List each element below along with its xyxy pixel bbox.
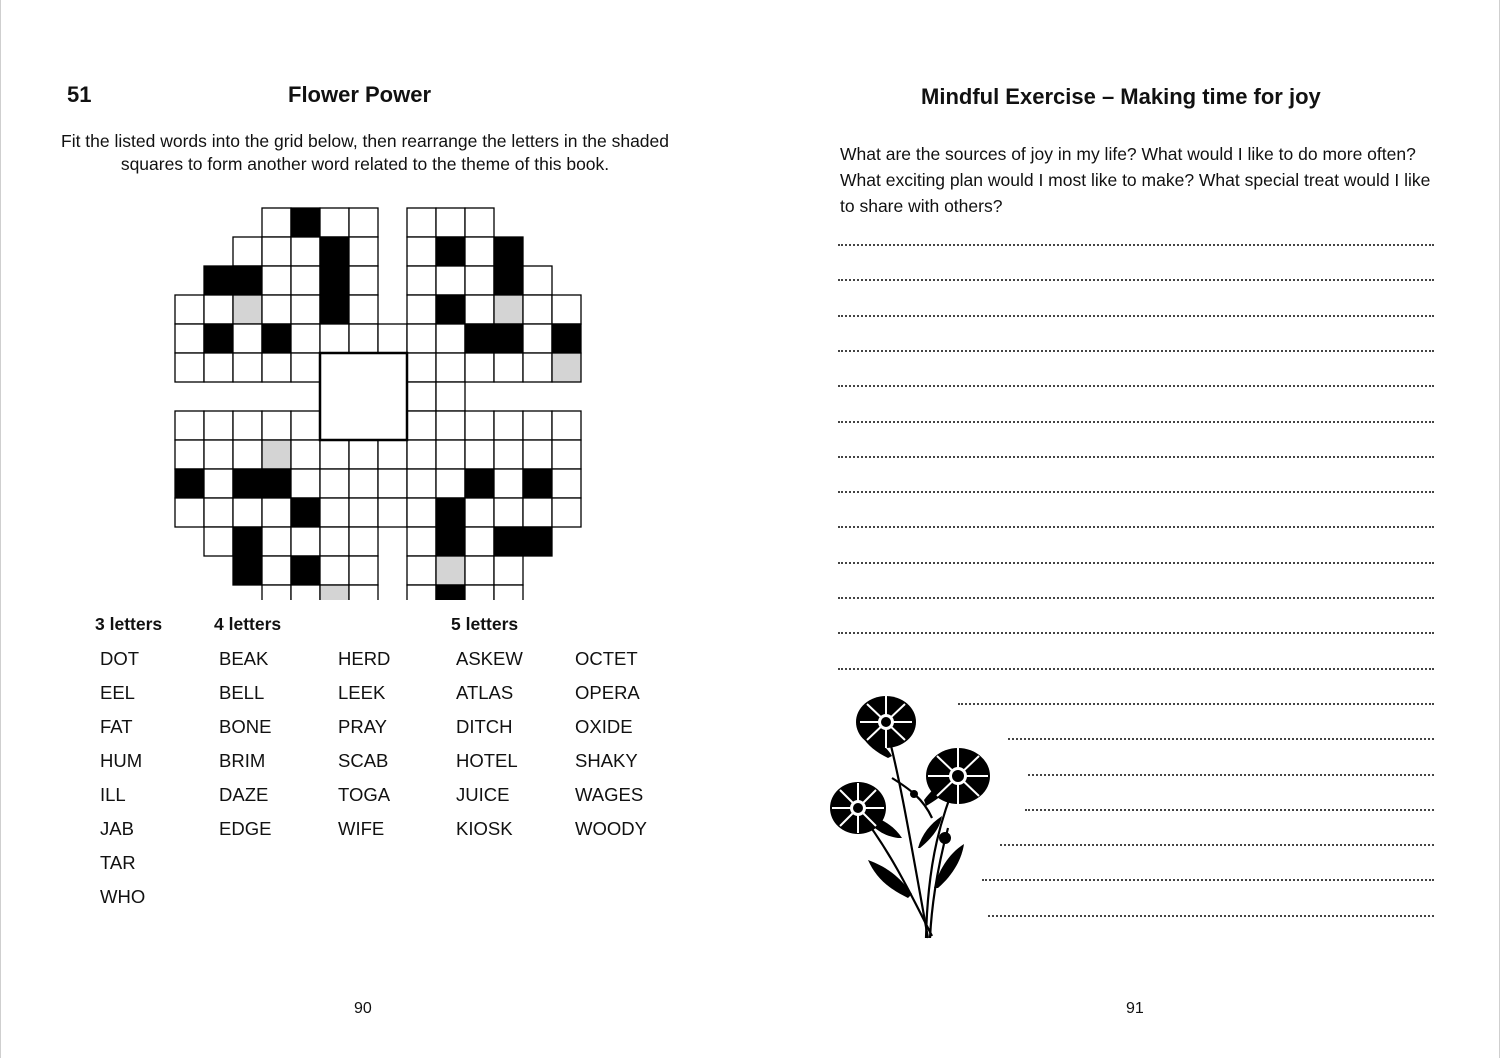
word-list-item: BELL <box>219 682 265 703</box>
grid-cell[interactable] <box>523 498 552 527</box>
writing-line[interactable] <box>838 350 1434 352</box>
grid-cell[interactable] <box>204 527 233 556</box>
grid-cell-shaded[interactable] <box>552 353 581 382</box>
word-list-item: WAGES <box>575 784 644 805</box>
grid-cell[interactable] <box>175 353 204 382</box>
word-column-4-letters-a <box>219 646 271 850</box>
heading-3-letters: 3 letters <box>95 614 163 634</box>
grid-cell-black <box>175 469 204 498</box>
grid-cell[interactable] <box>291 411 320 440</box>
grid-cell[interactable] <box>523 324 552 353</box>
grid-cell[interactable] <box>407 382 436 411</box>
word-list-item: WHO <box>100 886 146 907</box>
grid-cell-black <box>494 266 523 295</box>
grid-cell[interactable] <box>407 498 436 527</box>
crossword-grid <box>0 0 700 600</box>
writing-line[interactable] <box>958 703 1434 705</box>
grid-cell[interactable] <box>523 353 552 382</box>
writing-line[interactable] <box>838 526 1434 528</box>
grid-cell[interactable] <box>465 556 494 585</box>
grid-cell[interactable] <box>262 585 291 600</box>
grid-cell[interactable] <box>407 266 436 295</box>
grid-cell[interactable] <box>349 556 378 585</box>
grid-cell[interactable] <box>291 295 320 324</box>
grid-cell[interactable] <box>407 556 436 585</box>
grid-cell-black <box>320 237 349 266</box>
grid-cell[interactable] <box>552 469 581 498</box>
word-column-5-letters-b <box>575 646 647 850</box>
grid-cell[interactable] <box>378 469 407 498</box>
exercise-title: Mindful Exercise – Making time for joy <box>921 84 1321 109</box>
grid-cell-black <box>262 324 291 353</box>
page-number-left: 90 <box>354 1000 372 1017</box>
grid-cell[interactable] <box>349 208 378 237</box>
grid-cell-black <box>262 469 291 498</box>
grid-cell[interactable] <box>465 585 494 600</box>
grid-cell[interactable] <box>494 556 523 585</box>
word-list-item: BONE <box>219 716 272 737</box>
grid-center-block <box>320 353 407 440</box>
puzzle-instructions: Fit the listed words into the grid below, then rearrange the letters in the shaded squares to form another word related to the theme of this book. <box>61 131 669 174</box>
writing-line[interactable] <box>838 668 1434 670</box>
grid-cell[interactable] <box>523 411 552 440</box>
grid-cell-black <box>465 324 494 353</box>
word-list-item: DOT <box>100 648 140 669</box>
word-list-item: TAR <box>100 852 136 873</box>
grid-cell[interactable] <box>552 498 581 527</box>
grid-cell[interactable] <box>262 266 291 295</box>
word-list-item: OXIDE <box>575 716 633 737</box>
grid-cell-black <box>291 556 320 585</box>
grid-cell[interactable] <box>552 411 581 440</box>
grid-cell[interactable] <box>262 237 291 266</box>
grid-cell[interactable] <box>552 440 581 469</box>
word-column-4-letters-b <box>338 646 390 850</box>
writing-line[interactable] <box>838 421 1434 423</box>
grid-cell[interactable] <box>262 556 291 585</box>
grid-cell[interactable] <box>320 208 349 237</box>
writing-line[interactable] <box>838 597 1434 599</box>
grid-cell[interactable] <box>436 208 465 237</box>
heading-4-letters: 4 letters <box>214 614 282 634</box>
grid-cell[interactable] <box>175 440 204 469</box>
word-list-item: EDGE <box>219 818 272 839</box>
grid-cell-black <box>494 527 523 556</box>
grid-cell-black <box>204 324 233 353</box>
word-list-item: FAT <box>100 716 133 737</box>
grid-cell-black <box>494 324 523 353</box>
grid-cell[interactable] <box>349 585 378 600</box>
grid-cell[interactable] <box>465 266 494 295</box>
grid-cell[interactable] <box>204 440 233 469</box>
grid-cell[interactable] <box>465 208 494 237</box>
grid-cell[interactable] <box>465 527 494 556</box>
grid-cell-black <box>523 469 552 498</box>
grid-cell-black <box>204 266 233 295</box>
grid-cell[interactable] <box>407 527 436 556</box>
grid-cell[interactable] <box>233 353 262 382</box>
grid-cell-black <box>291 498 320 527</box>
writing-line[interactable] <box>982 879 1434 881</box>
grid-cell-black <box>436 498 465 527</box>
grid-cell-black <box>465 469 494 498</box>
grid-cell[interactable] <box>465 498 494 527</box>
grid-cell[interactable] <box>349 527 378 556</box>
grid-cell[interactable] <box>407 440 436 469</box>
grid-cell[interactable] <box>378 324 407 353</box>
daisy-top <box>856 696 916 748</box>
grid-cell-black <box>320 266 349 295</box>
grid-cell[interactable] <box>407 353 436 382</box>
word-list-item: DAZE <box>219 784 269 805</box>
writing-line[interactable] <box>838 632 1434 634</box>
word-column-3-letters <box>100 646 145 918</box>
writing-line[interactable] <box>838 279 1434 281</box>
word-list-item: KIOSK <box>456 818 513 839</box>
grid-cell[interactable] <box>349 498 378 527</box>
grid-cell-black <box>523 527 552 556</box>
word-list-item: HERD <box>338 648 391 669</box>
grid-cell-shaded[interactable] <box>320 585 349 600</box>
grid-cell[interactable] <box>204 295 233 324</box>
word-list-item: HOTEL <box>456 750 518 771</box>
word-list-item: BRIM <box>219 750 266 771</box>
grid-cell[interactable] <box>262 295 291 324</box>
grid-cell-black <box>233 469 262 498</box>
grid-cell-shaded[interactable] <box>436 556 465 585</box>
grid-cell[interactable] <box>436 440 465 469</box>
grid-cell[interactable] <box>204 353 233 382</box>
grid-cell-black <box>320 295 349 324</box>
grid-cell[interactable] <box>262 498 291 527</box>
grid-cell[interactable] <box>465 353 494 382</box>
grid-cell-black <box>291 208 320 237</box>
grid-cell[interactable] <box>291 527 320 556</box>
writing-line[interactable] <box>1028 774 1434 776</box>
grid-cell-shaded[interactable] <box>262 440 291 469</box>
grid-cell[interactable] <box>233 237 262 266</box>
daisy-left <box>830 782 886 834</box>
writing-line[interactable] <box>1025 809 1434 811</box>
grid-cell[interactable] <box>436 353 465 382</box>
grid-cell[interactable] <box>378 498 407 527</box>
grid-cell[interactable] <box>204 411 233 440</box>
word-list-item: BEAK <box>219 648 269 669</box>
word-column-5-letters-a <box>456 646 523 850</box>
grid-cell[interactable] <box>320 440 349 469</box>
word-list-item: ASKEW <box>456 648 523 669</box>
grid-cell[interactable] <box>291 440 320 469</box>
grid-cell[interactable] <box>320 556 349 585</box>
grid-cell-black <box>436 295 465 324</box>
grid-cell[interactable] <box>204 469 233 498</box>
writing-line[interactable] <box>1000 844 1434 846</box>
grid-cell-black <box>233 556 262 585</box>
word-list-item: TOGA <box>338 784 391 805</box>
grid-cell-black <box>494 237 523 266</box>
word-list-item: WIFE <box>338 818 385 839</box>
grid-cell[interactable] <box>465 295 494 324</box>
grid-cell[interactable] <box>407 208 436 237</box>
grid-cell[interactable] <box>494 411 523 440</box>
grid-cell[interactable] <box>436 382 465 411</box>
grid-cell[interactable] <box>407 411 436 440</box>
grid-cell[interactable] <box>523 440 552 469</box>
grid-cell[interactable] <box>552 295 581 324</box>
grid-cell[interactable] <box>436 324 465 353</box>
grid-cell[interactable] <box>494 585 523 600</box>
grid-cell[interactable] <box>407 237 436 266</box>
grid-cell[interactable] <box>291 237 320 266</box>
writing-line[interactable] <box>988 915 1434 917</box>
grid-cell-black <box>233 527 262 556</box>
grid-cell[interactable] <box>320 324 349 353</box>
page-number-right: 91 <box>1126 1000 1144 1017</box>
grid-cell[interactable] <box>233 324 262 353</box>
grid-cell[interactable] <box>175 498 204 527</box>
grid-cell[interactable] <box>262 353 291 382</box>
grid-cell[interactable] <box>378 440 407 469</box>
word-list-item: EEL <box>100 682 135 703</box>
word-list-item: OPERA <box>575 682 640 703</box>
writing-line[interactable] <box>838 456 1434 458</box>
daisy-right <box>926 748 990 804</box>
grid-cell[interactable] <box>523 295 552 324</box>
word-list-item: OCTET <box>575 648 638 669</box>
grid-cell[interactable] <box>523 266 552 295</box>
word-list-item: PRAY <box>338 716 388 737</box>
grid-cell[interactable] <box>436 469 465 498</box>
grid-cell[interactable] <box>494 498 523 527</box>
grid-cell-shaded[interactable] <box>233 295 262 324</box>
grid-cell[interactable] <box>175 324 204 353</box>
grid-cell[interactable] <box>465 411 494 440</box>
grid-cell[interactable] <box>436 411 465 440</box>
grid-cell[interactable] <box>349 324 378 353</box>
grid-cell[interactable] <box>262 527 291 556</box>
writing-line[interactable] <box>838 244 1434 246</box>
writing-line[interactable] <box>1008 738 1434 740</box>
grid-cell[interactable] <box>349 237 378 266</box>
word-list-item: LEEK <box>338 682 386 703</box>
grid-cell[interactable] <box>407 324 436 353</box>
grid-cell[interactable] <box>465 237 494 266</box>
grid-cell-black <box>436 527 465 556</box>
word-list-item: SHAKY <box>575 750 638 771</box>
writing-line[interactable] <box>838 491 1434 493</box>
grid-cell[interactable] <box>349 266 378 295</box>
heading-5-letters: 5 letters <box>451 614 519 634</box>
grid-cell[interactable] <box>291 469 320 498</box>
daisy-bouquet-icon <box>828 688 998 948</box>
word-list-item: WOODY <box>575 818 647 839</box>
grid-cell[interactable] <box>175 295 204 324</box>
writing-line[interactable] <box>838 562 1434 564</box>
word-list-item: ATLAS <box>456 682 514 703</box>
word-list-item: HUM <box>100 750 143 771</box>
word-list-item: JUICE <box>456 784 510 805</box>
word-list-item: JAB <box>100 818 134 839</box>
writing-line[interactable] <box>838 385 1434 387</box>
grid-cell[interactable] <box>494 353 523 382</box>
grid-cell-shaded[interactable] <box>494 295 523 324</box>
grid-cell[interactable] <box>407 585 436 600</box>
grid-cell[interactable] <box>262 411 291 440</box>
grid-cell[interactable] <box>291 585 320 600</box>
grid-cell-black <box>436 237 465 266</box>
puzzle-title: Flower Power <box>288 82 432 107</box>
writing-line[interactable] <box>838 315 1434 317</box>
puzzle-number: 51 <box>67 82 92 107</box>
grid-cell[interactable] <box>320 498 349 527</box>
grid-cell[interactable] <box>436 266 465 295</box>
grid-cell[interactable] <box>291 353 320 382</box>
word-list-item: ILL <box>100 784 126 805</box>
grid-cell[interactable] <box>349 469 378 498</box>
grid-cell[interactable] <box>494 440 523 469</box>
grid-cell[interactable] <box>349 440 378 469</box>
grid-cell[interactable] <box>494 469 523 498</box>
grid-cell-black <box>233 266 262 295</box>
grid-cell[interactable] <box>233 411 262 440</box>
grid-cell[interactable] <box>407 295 436 324</box>
grid-cell-black <box>552 324 581 353</box>
exercise-prompt: What are the sources of joy in my life? What would I like to do more often? What exciting plan would I most like to make? What special treat would I like to share with others? <box>840 144 1431 216</box>
grid-cell[interactable] <box>407 469 436 498</box>
grid-cell[interactable] <box>320 527 349 556</box>
grid-cell[interactable] <box>465 440 494 469</box>
grid-cell[interactable] <box>175 411 204 440</box>
grid-cell[interactable] <box>320 469 349 498</box>
grid-cell[interactable] <box>204 498 233 527</box>
grid-cell[interactable] <box>349 295 378 324</box>
grid-cell-black <box>436 585 465 600</box>
grid-cell[interactable] <box>291 324 320 353</box>
grid-cell[interactable] <box>233 440 262 469</box>
word-list-item: DITCH <box>456 716 513 737</box>
grid-cell[interactable] <box>291 266 320 295</box>
grid-cell[interactable] <box>233 498 262 527</box>
word-list-item: SCAB <box>338 750 389 771</box>
grid-cell[interactable] <box>262 208 291 237</box>
